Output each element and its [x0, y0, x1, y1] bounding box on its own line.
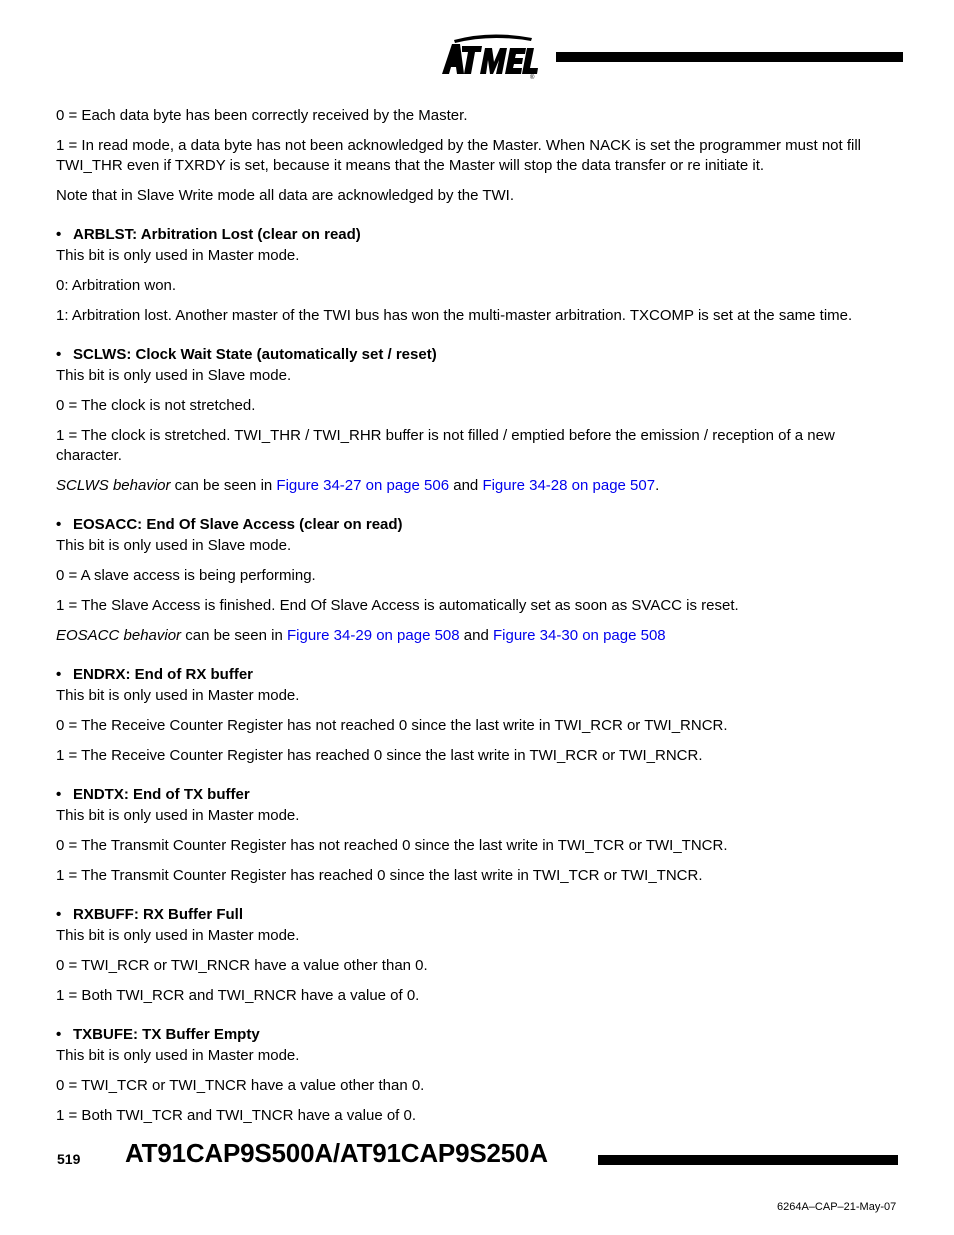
- paragraph: 1 = The Slave Access is finished. End Of Slave Access is automatically set as soon as SVACC is reset.: [56, 597, 739, 614]
- note-text: and: [459, 627, 493, 644]
- paragraph: This bit is only used in Master mode.: [56, 807, 300, 824]
- intro-paragraph: 1 = In read mode, a data byte has not been acknowledged by the Master. When NACK is set the programmer must not fill TWI_THR even if TXRDY is set, because it means that the Master will stop the data transfer or re initiate it.: [56, 137, 862, 174]
- paragraph: 1: Arbitration lost. Another master of the TWI bus has won the multi-master arbitration. TXCOMP is set at the same time.: [56, 307, 853, 324]
- footer-rule: [598, 1155, 898, 1165]
- note-text: can be seen in: [181, 627, 287, 644]
- note-emphasis: EOSACC behavior: [56, 627, 182, 644]
- bullet: •: [56, 666, 62, 683]
- behavior-note: [56, 476, 901, 496]
- intro-paragraph: Note that in Slave Write mode all data are acknowledged by the TWI.: [56, 187, 515, 204]
- paragraph: This bit is only used in Master mode.: [56, 247, 300, 264]
- paragraph: 0 = TWI_RCR or TWI_RNCR have a value other than 0.: [56, 957, 428, 974]
- note-text: and: [449, 477, 483, 494]
- section-title: TXBUFE: TX Buffer Empty: [73, 1026, 260, 1043]
- paragraph: This bit is only used in Master mode.: [56, 927, 300, 944]
- paragraph: 0 = TWI_TCR or TWI_TNCR have a value other than 0.: [56, 1077, 425, 1094]
- section-title: ARBLST: Arbitration Lost (clear on read): [73, 226, 361, 243]
- paragraph: 1 = The Transmit Counter Register has reached 0 since the last write in TWI_TCR or TWI_TNCR.: [56, 867, 703, 884]
- document-body: [56, 106, 901, 1136]
- atmel-logo: [440, 32, 540, 80]
- section-heading-endtx: [56, 785, 901, 805]
- section-heading-endrx: [56, 665, 901, 685]
- bullet: •: [56, 346, 62, 363]
- paragraph: This bit is only used in Slave mode.: [56, 537, 292, 554]
- paragraph: 0: Arbitration won.: [56, 277, 177, 294]
- bullet: •: [56, 1026, 62, 1043]
- paragraph: 0 = The clock is not stretched.: [56, 397, 256, 414]
- paragraph: 0 = The Receive Counter Register has not reached 0 since the last write in TWI_RCR or TWI_RNCR.: [56, 717, 728, 734]
- section-heading-arblst: [56, 225, 901, 245]
- bullet: •: [56, 786, 62, 803]
- bullet: •: [56, 226, 62, 243]
- paragraph: 1 = The clock is stretched. TWI_THR / TWI_RHR buffer is not filled / emptied before the emission / reception of a new character.: [56, 427, 835, 464]
- section-title: ENDRX: End of RX buffer: [73, 666, 253, 683]
- paragraph: 0 = A slave access is being performing.: [56, 567, 316, 584]
- intro-paragraph: 0 = Each data byte has been correctly received by the Master.: [56, 107, 468, 124]
- section-heading-txbufe: [56, 1025, 901, 1045]
- section-heading-eosacc: [56, 515, 901, 535]
- page-number: 519: [57, 1151, 81, 1167]
- figure-link[interactable]: Figure 34-29 on page 508: [286, 627, 460, 644]
- note-text: can be seen in: [170, 477, 277, 494]
- bullet: •: [56, 516, 62, 533]
- svg-text:®: ®: [530, 75, 535, 80]
- note-text: .: [655, 477, 660, 494]
- document-code: 6264A–CAP–21-May-07: [777, 1201, 897, 1213]
- figure-link[interactable]: Figure 34-27 on page 506: [276, 477, 450, 494]
- document-title: AT91CAP9S500A/AT91CAP9S250A: [125, 1138, 548, 1168]
- figure-link[interactable]: Figure 34-28 on page 507: [482, 477, 656, 494]
- paragraph: This bit is only used in Slave mode.: [56, 367, 292, 384]
- figure-link[interactable]: Figure 34-30 on page 508: [493, 627, 666, 644]
- behavior-note: [56, 626, 901, 646]
- paragraph: 0 = The Transmit Counter Register has not reached 0 since the last write in TWI_TCR or TWI_TNCR.: [56, 837, 728, 854]
- section-heading-rxbuff: [56, 905, 901, 925]
- section-title: RXBUFF: RX Buffer Full: [73, 906, 243, 923]
- paragraph: 1 = Both TWI_RCR and TWI_RNCR have a value of 0.: [56, 987, 420, 1004]
- paragraph: 1 = Both TWI_TCR and TWI_TNCR have a value of 0.: [56, 1107, 417, 1124]
- section-title: EOSACC: End Of Slave Access (clear on read): [73, 516, 403, 533]
- section-title: ENDTX: End of TX buffer: [73, 786, 250, 803]
- page-header: [0, 0, 954, 100]
- bullet: •: [56, 906, 62, 923]
- section-title: SCLWS: Clock Wait State (automatically set / reset): [73, 346, 437, 363]
- paragraph: This bit is only used in Master mode.: [56, 687, 300, 704]
- paragraph: 1 = The Receive Counter Register has reached 0 since the last write in TWI_RCR or TWI_RNCR.: [56, 747, 703, 764]
- header-rule: [556, 52, 903, 62]
- paragraph: This bit is only used in Master mode.: [56, 1047, 300, 1064]
- section-heading-sclws: [56, 345, 901, 365]
- note-emphasis: SCLWS behavior: [56, 477, 171, 494]
